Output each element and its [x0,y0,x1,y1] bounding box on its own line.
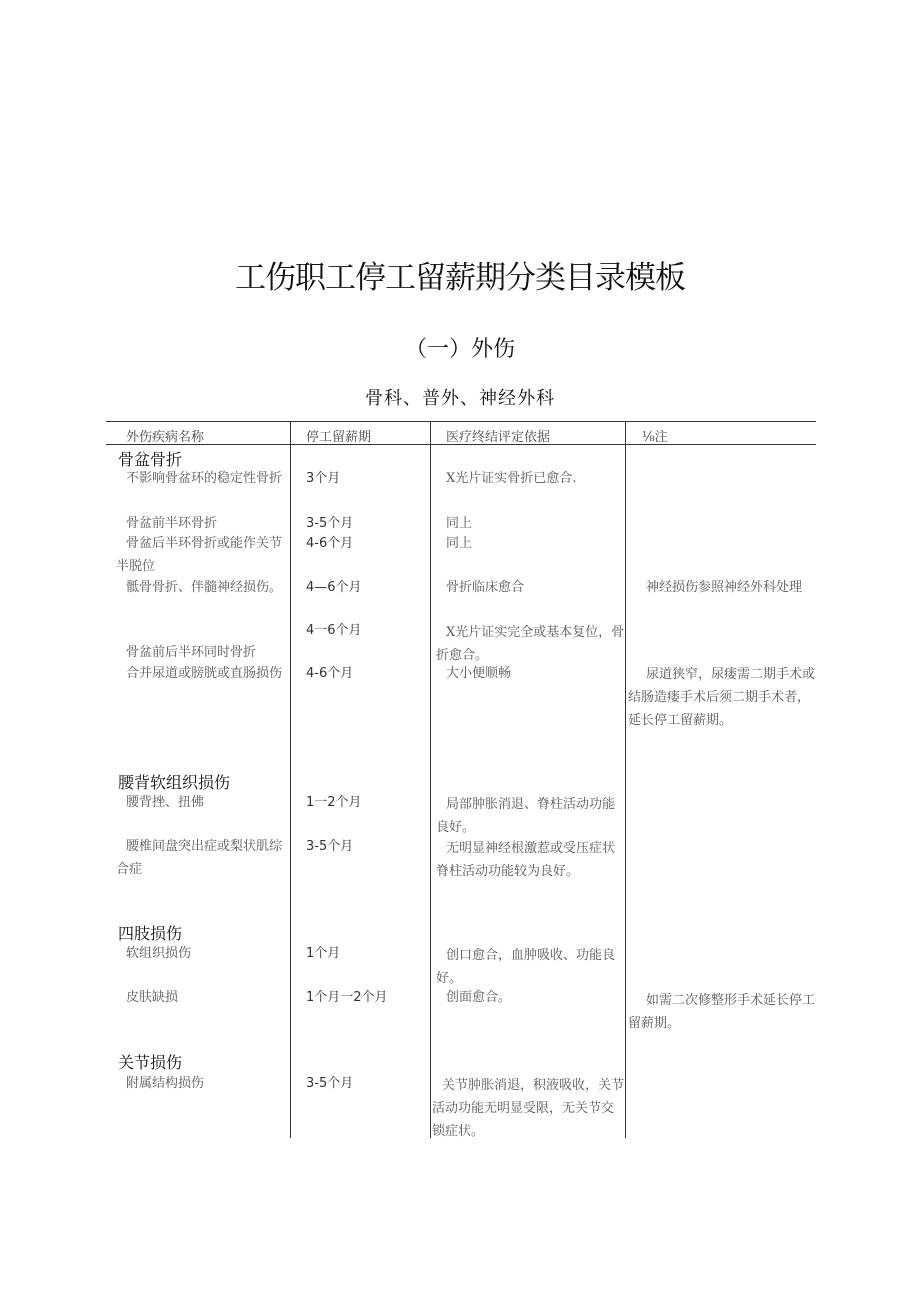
row-name: 骶骨骨折、伴髓神经损伤。 [126,580,283,595]
section-title: 关节损伤 [118,1053,183,1072]
section-title: 四肢损伤 [118,924,183,943]
row-period: 4—6个月 [306,580,362,595]
row-note: 神经损伤参照神经外科处理 [646,580,803,595]
page-title: 工伤职工停工留薪期分类目录模板 [235,260,685,296]
row-basis: 同上 [446,516,473,531]
row-name: 骨盆后半环骨折或能作关节半脱位 [116,536,283,574]
column-divider-2 [430,421,431,1138]
row-period: 4-6个月 [306,536,354,551]
row-name: 不影响骨盆环的稳定性骨折 [126,471,283,486]
row-basis: 同上 [446,536,473,551]
section-title: 腰背软组织损伤 [118,773,231,792]
row-basis: 无明显神经根激惹或受压症状脊柱活动功能较为良好。 [436,841,616,879]
row-period: 3-5个月 [306,839,354,854]
row-period: 4一6个月 [306,623,362,638]
row-name: 骨盆前后半环同时骨折 [126,645,257,660]
header-note: ⅛注 [642,430,668,445]
row-basis: X光片证实骨折已愈合. [446,471,577,486]
row-basis: X光片证实完全或基本复位，骨折愈合。 [436,625,625,663]
row-name: 腰背挫、扭佛 [126,795,205,810]
category-heading: 骨科、普外、神经外科 [365,388,555,409]
row-period: 3-5个月 [306,516,354,531]
row-period: 1一2个月 [306,795,362,810]
row-basis: 骨折临床愈合 [446,580,525,595]
row-basis: 局部肿胀消退、脊柱活动功能良好。 [436,797,616,835]
row-basis: 大小便顺畅 [446,666,512,681]
header-basis: 医疗终结评定依据 [446,430,551,445]
row-period: 1个月 [306,946,341,961]
table-top-rule [106,421,816,422]
row-note: 尿道狭窄，尿瘘需二期手术或结肠造瘘手术后须二期手术者，延长停工留薪期。 [628,667,816,728]
row-basis: 关节肿胀消退，积液吸收，关节活动功能无明显受限，无关节交锁症状。 [432,1078,625,1139]
row-period: 4-6个月 [306,666,354,681]
row-note: 如需二次修整形手术延长停工留薪期。 [628,993,816,1031]
row-period: 3个月 [306,471,341,486]
row-name: 皮肤缺损 [126,990,179,1005]
header-period: 停工留薪期 [306,430,372,445]
row-name: 腰椎间盘突出症或梨状肌综合症 [116,839,283,877]
header-name: 外伤疾病名称 [126,430,205,445]
row-name: 合并尿道或膀胱或直肠损伤 [126,666,283,681]
row-basis: 创口愈合，血肿吸收、功能良好。 [436,948,616,986]
row-period: 1个月一2个月 [306,990,388,1005]
row-name: 附属结构损伤 [126,1076,205,1091]
row-name: 骨盆前半环骨折 [126,516,218,531]
section-heading: （一）外伤 [404,337,515,362]
section-title: 骨盆骨折 [118,450,183,469]
row-name: 软组织损伤 [126,946,192,961]
column-divider-3 [625,421,626,1138]
row-basis: 创面愈合。 [446,990,512,1005]
row-period: 3-5个月 [306,1076,354,1091]
column-divider-1 [290,421,291,1138]
